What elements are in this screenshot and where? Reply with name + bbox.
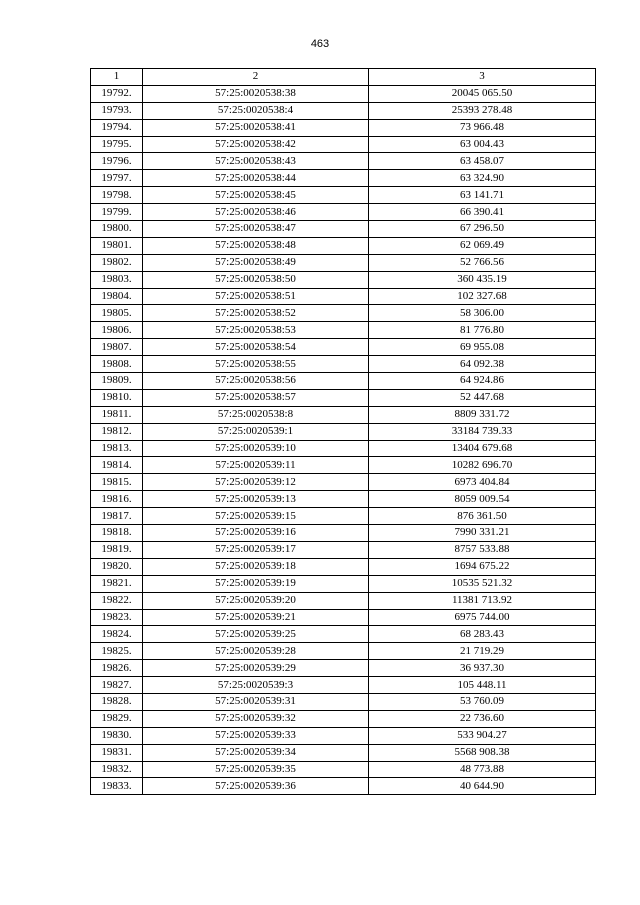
column-header: 1 <box>91 69 143 86</box>
table-row <box>91 204 596 221</box>
value-cell: 36 937.30 <box>369 660 596 677</box>
cadastral-number-cell: 57:25:0020539:18 <box>143 558 369 575</box>
value-cell: 68 283.43 <box>369 626 596 643</box>
cadastral-number-cell: 57:25:0020538:51 <box>143 288 369 305</box>
value-cell: 5568 908.38 <box>369 744 596 761</box>
cadastral-number-cell: 57:25:0020538:41 <box>143 119 369 136</box>
row-number-cell: 19806. <box>91 322 143 339</box>
value-cell: 8809 331.72 <box>369 406 596 423</box>
table-row <box>91 727 596 744</box>
value-cell: 63 141.71 <box>369 187 596 204</box>
cadastral-number-cell: 57:25:0020539:28 <box>143 643 369 660</box>
value-cell: 62 069.49 <box>369 237 596 254</box>
row-number-cell: 19827. <box>91 677 143 694</box>
value-cell: 63 324.90 <box>369 170 596 187</box>
row-number-cell: 19812. <box>91 423 143 440</box>
cadastral-number-cell: 57:25:0020539:35 <box>143 761 369 778</box>
row-number-cell: 19818. <box>91 525 143 542</box>
cadastral-number-cell: 57:25:0020538:43 <box>143 153 369 170</box>
row-number-cell: 19823. <box>91 609 143 626</box>
row-number-cell: 19813. <box>91 440 143 457</box>
value-cell: 11381 713.92 <box>369 592 596 609</box>
table-row <box>91 356 596 373</box>
cadastral-number-cell: 57:25:0020538:38 <box>143 85 369 102</box>
cadastral-number-cell: 57:25:0020538:8 <box>143 406 369 423</box>
table-row <box>91 626 596 643</box>
row-number-cell: 19831. <box>91 744 143 761</box>
cadastral-number-cell: 57:25:0020538:54 <box>143 339 369 356</box>
cadastral-number-cell: 57:25:0020539:11 <box>143 457 369 474</box>
value-cell: 52 766.56 <box>369 254 596 271</box>
table-row <box>91 761 596 778</box>
value-cell: 67 296.50 <box>369 221 596 238</box>
table-row <box>91 170 596 187</box>
cadastral-number-cell: 57:25:0020539:10 <box>143 440 369 457</box>
row-number-cell: 19795. <box>91 136 143 153</box>
cadastral-number-cell: 57:25:0020538:48 <box>143 237 369 254</box>
value-cell: 81 776.80 <box>369 322 596 339</box>
row-number-cell: 19820. <box>91 558 143 575</box>
value-cell: 13404 679.68 <box>369 440 596 457</box>
value-cell: 73 966.48 <box>369 119 596 136</box>
cadastral-number-cell: 57:25:0020538:49 <box>143 254 369 271</box>
value-cell: 10535 521.32 <box>369 575 596 592</box>
cadastral-number-cell: 57:25:0020539:36 <box>143 778 369 795</box>
value-cell: 25393 278.48 <box>369 102 596 119</box>
table-row <box>91 457 596 474</box>
cadastral-number-cell: 57:25:0020538:53 <box>143 322 369 339</box>
row-number-cell: 19792. <box>91 85 143 102</box>
column-header: 2 <box>143 69 369 86</box>
table-row <box>91 525 596 542</box>
cadastral-number-cell: 57:25:0020539:32 <box>143 710 369 727</box>
value-cell: 66 390.41 <box>369 204 596 221</box>
value-cell: 53 760.09 <box>369 693 596 710</box>
value-cell: 52 447.68 <box>369 389 596 406</box>
cadastral-number-cell: 57:25:0020538:46 <box>143 204 369 221</box>
row-number-cell: 19803. <box>91 271 143 288</box>
table-row <box>91 288 596 305</box>
table-row <box>91 677 596 694</box>
row-number-cell: 19808. <box>91 356 143 373</box>
table-row <box>91 778 596 795</box>
table-row <box>91 136 596 153</box>
table-row <box>91 389 596 406</box>
table-row <box>91 85 596 102</box>
row-number-cell: 19804. <box>91 288 143 305</box>
value-cell: 6973 404.84 <box>369 474 596 491</box>
table-row <box>91 187 596 204</box>
value-cell: 22 736.60 <box>369 710 596 727</box>
table-row <box>91 406 596 423</box>
cadastral-number-cell: 57:25:0020539:29 <box>143 660 369 677</box>
cadastral-number-cell: 57:25:0020539:13 <box>143 491 369 508</box>
value-cell: 6975 744.00 <box>369 609 596 626</box>
cadastral-number-cell: 57:25:0020538:4 <box>143 102 369 119</box>
cadastral-number-cell: 57:25:0020539:34 <box>143 744 369 761</box>
row-number-cell: 19832. <box>91 761 143 778</box>
table-row <box>91 575 596 592</box>
table-row <box>91 744 596 761</box>
table-row <box>91 660 596 677</box>
table-row <box>91 474 596 491</box>
row-number-cell: 19796. <box>91 153 143 170</box>
row-number-cell: 19794. <box>91 119 143 136</box>
table-row <box>91 609 596 626</box>
row-number-cell: 19801. <box>91 237 143 254</box>
table-row <box>91 592 596 609</box>
cadastral-number-cell: 57:25:0020538:45 <box>143 187 369 204</box>
row-number-cell: 19821. <box>91 575 143 592</box>
row-number-cell: 19793. <box>91 102 143 119</box>
row-number-cell: 19833. <box>91 778 143 795</box>
table-row <box>91 119 596 136</box>
table-row <box>91 423 596 440</box>
table-row <box>91 643 596 660</box>
table-row <box>91 221 596 238</box>
row-number-cell: 19809. <box>91 373 143 390</box>
cadastral-number-cell: 57:25:0020538:47 <box>143 221 369 238</box>
row-number-cell: 19814. <box>91 457 143 474</box>
value-cell: 20045 065.50 <box>369 85 596 102</box>
value-cell: 8757 533.88 <box>369 541 596 558</box>
table-row <box>91 237 596 254</box>
value-cell: 105 448.11 <box>369 677 596 694</box>
table-body <box>91 85 596 794</box>
table-row <box>91 491 596 508</box>
row-number-cell: 19824. <box>91 626 143 643</box>
cadastral-number-cell: 57:25:0020538:42 <box>143 136 369 153</box>
value-cell: 40 644.90 <box>369 778 596 795</box>
value-cell: 8059 009.54 <box>369 491 596 508</box>
cadastral-number-cell: 57:25:0020538:50 <box>143 271 369 288</box>
table-row <box>91 339 596 356</box>
table-row <box>91 508 596 525</box>
row-number-cell: 19816. <box>91 491 143 508</box>
row-number-cell: 19802. <box>91 254 143 271</box>
value-cell: 64 092.38 <box>369 356 596 373</box>
table-row <box>91 693 596 710</box>
table-row <box>91 254 596 271</box>
row-number-cell: 19797. <box>91 170 143 187</box>
cadastral-number-cell: 57:25:0020539:25 <box>143 626 369 643</box>
table-row <box>91 102 596 119</box>
table-row <box>91 541 596 558</box>
row-number-cell: 19810. <box>91 389 143 406</box>
row-number-cell: 19799. <box>91 204 143 221</box>
cadastral-number-cell: 57:25:0020538:55 <box>143 356 369 373</box>
table-row <box>91 440 596 457</box>
row-number-cell: 19826. <box>91 660 143 677</box>
cadastral-number-cell: 57:25:0020538:56 <box>143 373 369 390</box>
row-number-cell: 19798. <box>91 187 143 204</box>
table-row <box>91 710 596 727</box>
cadastral-number-cell: 57:25:0020538:44 <box>143 170 369 187</box>
table-header-row <box>91 69 596 86</box>
value-cell: 533 904.27 <box>369 727 596 744</box>
cadastral-number-cell: 57:25:0020539:15 <box>143 508 369 525</box>
table-row <box>91 271 596 288</box>
value-cell: 48 773.88 <box>369 761 596 778</box>
cadastral-number-cell: 57:25:0020539:3 <box>143 677 369 694</box>
cadastral-number-cell: 57:25:0020538:57 <box>143 389 369 406</box>
cadastral-number-cell: 57:25:0020539:1 <box>143 423 369 440</box>
value-cell: 360 435.19 <box>369 271 596 288</box>
value-cell: 64 924.86 <box>369 373 596 390</box>
value-cell: 33184 739.33 <box>369 423 596 440</box>
value-cell: 69 955.08 <box>369 339 596 356</box>
value-cell: 63 004.43 <box>369 136 596 153</box>
cadastral-number-cell: 57:25:0020539:16 <box>143 525 369 542</box>
row-number-cell: 19829. <box>91 710 143 727</box>
row-number-cell: 19811. <box>91 406 143 423</box>
table-row <box>91 153 596 170</box>
row-number-cell: 19817. <box>91 508 143 525</box>
cadastral-number-cell: 57:25:0020539:21 <box>143 609 369 626</box>
row-number-cell: 19819. <box>91 541 143 558</box>
value-cell: 1694 675.22 <box>369 558 596 575</box>
value-cell: 21 719.29 <box>369 643 596 660</box>
data-table <box>90 68 596 795</box>
table-row <box>91 322 596 339</box>
row-number-cell: 19830. <box>91 727 143 744</box>
table-row <box>91 373 596 390</box>
row-number-cell: 19805. <box>91 305 143 322</box>
row-number-cell: 19807. <box>91 339 143 356</box>
cadastral-number-cell: 57:25:0020539:33 <box>143 727 369 744</box>
table-row <box>91 305 596 322</box>
column-header: 3 <box>369 69 596 86</box>
row-number-cell: 19815. <box>91 474 143 491</box>
value-cell: 7990 331.21 <box>369 525 596 542</box>
page-number: 463 <box>310 38 330 50</box>
value-cell: 63 458.07 <box>369 153 596 170</box>
cadastral-number-cell: 57:25:0020539:12 <box>143 474 369 491</box>
cadastral-number-cell: 57:25:0020539:19 <box>143 575 369 592</box>
value-cell: 876 361.50 <box>369 508 596 525</box>
row-number-cell: 19828. <box>91 693 143 710</box>
row-number-cell: 19825. <box>91 643 143 660</box>
cadastral-number-cell: 57:25:0020539:31 <box>143 693 369 710</box>
row-number-cell: 19800. <box>91 221 143 238</box>
value-cell: 10282 696.70 <box>369 457 596 474</box>
cadastral-number-cell: 57:25:0020538:52 <box>143 305 369 322</box>
cadastral-number-cell: 57:25:0020539:20 <box>143 592 369 609</box>
value-cell: 58 306.00 <box>369 305 596 322</box>
cadastral-number-cell: 57:25:0020539:17 <box>143 541 369 558</box>
row-number-cell: 19822. <box>91 592 143 609</box>
value-cell: 102 327.68 <box>369 288 596 305</box>
table-row <box>91 558 596 575</box>
